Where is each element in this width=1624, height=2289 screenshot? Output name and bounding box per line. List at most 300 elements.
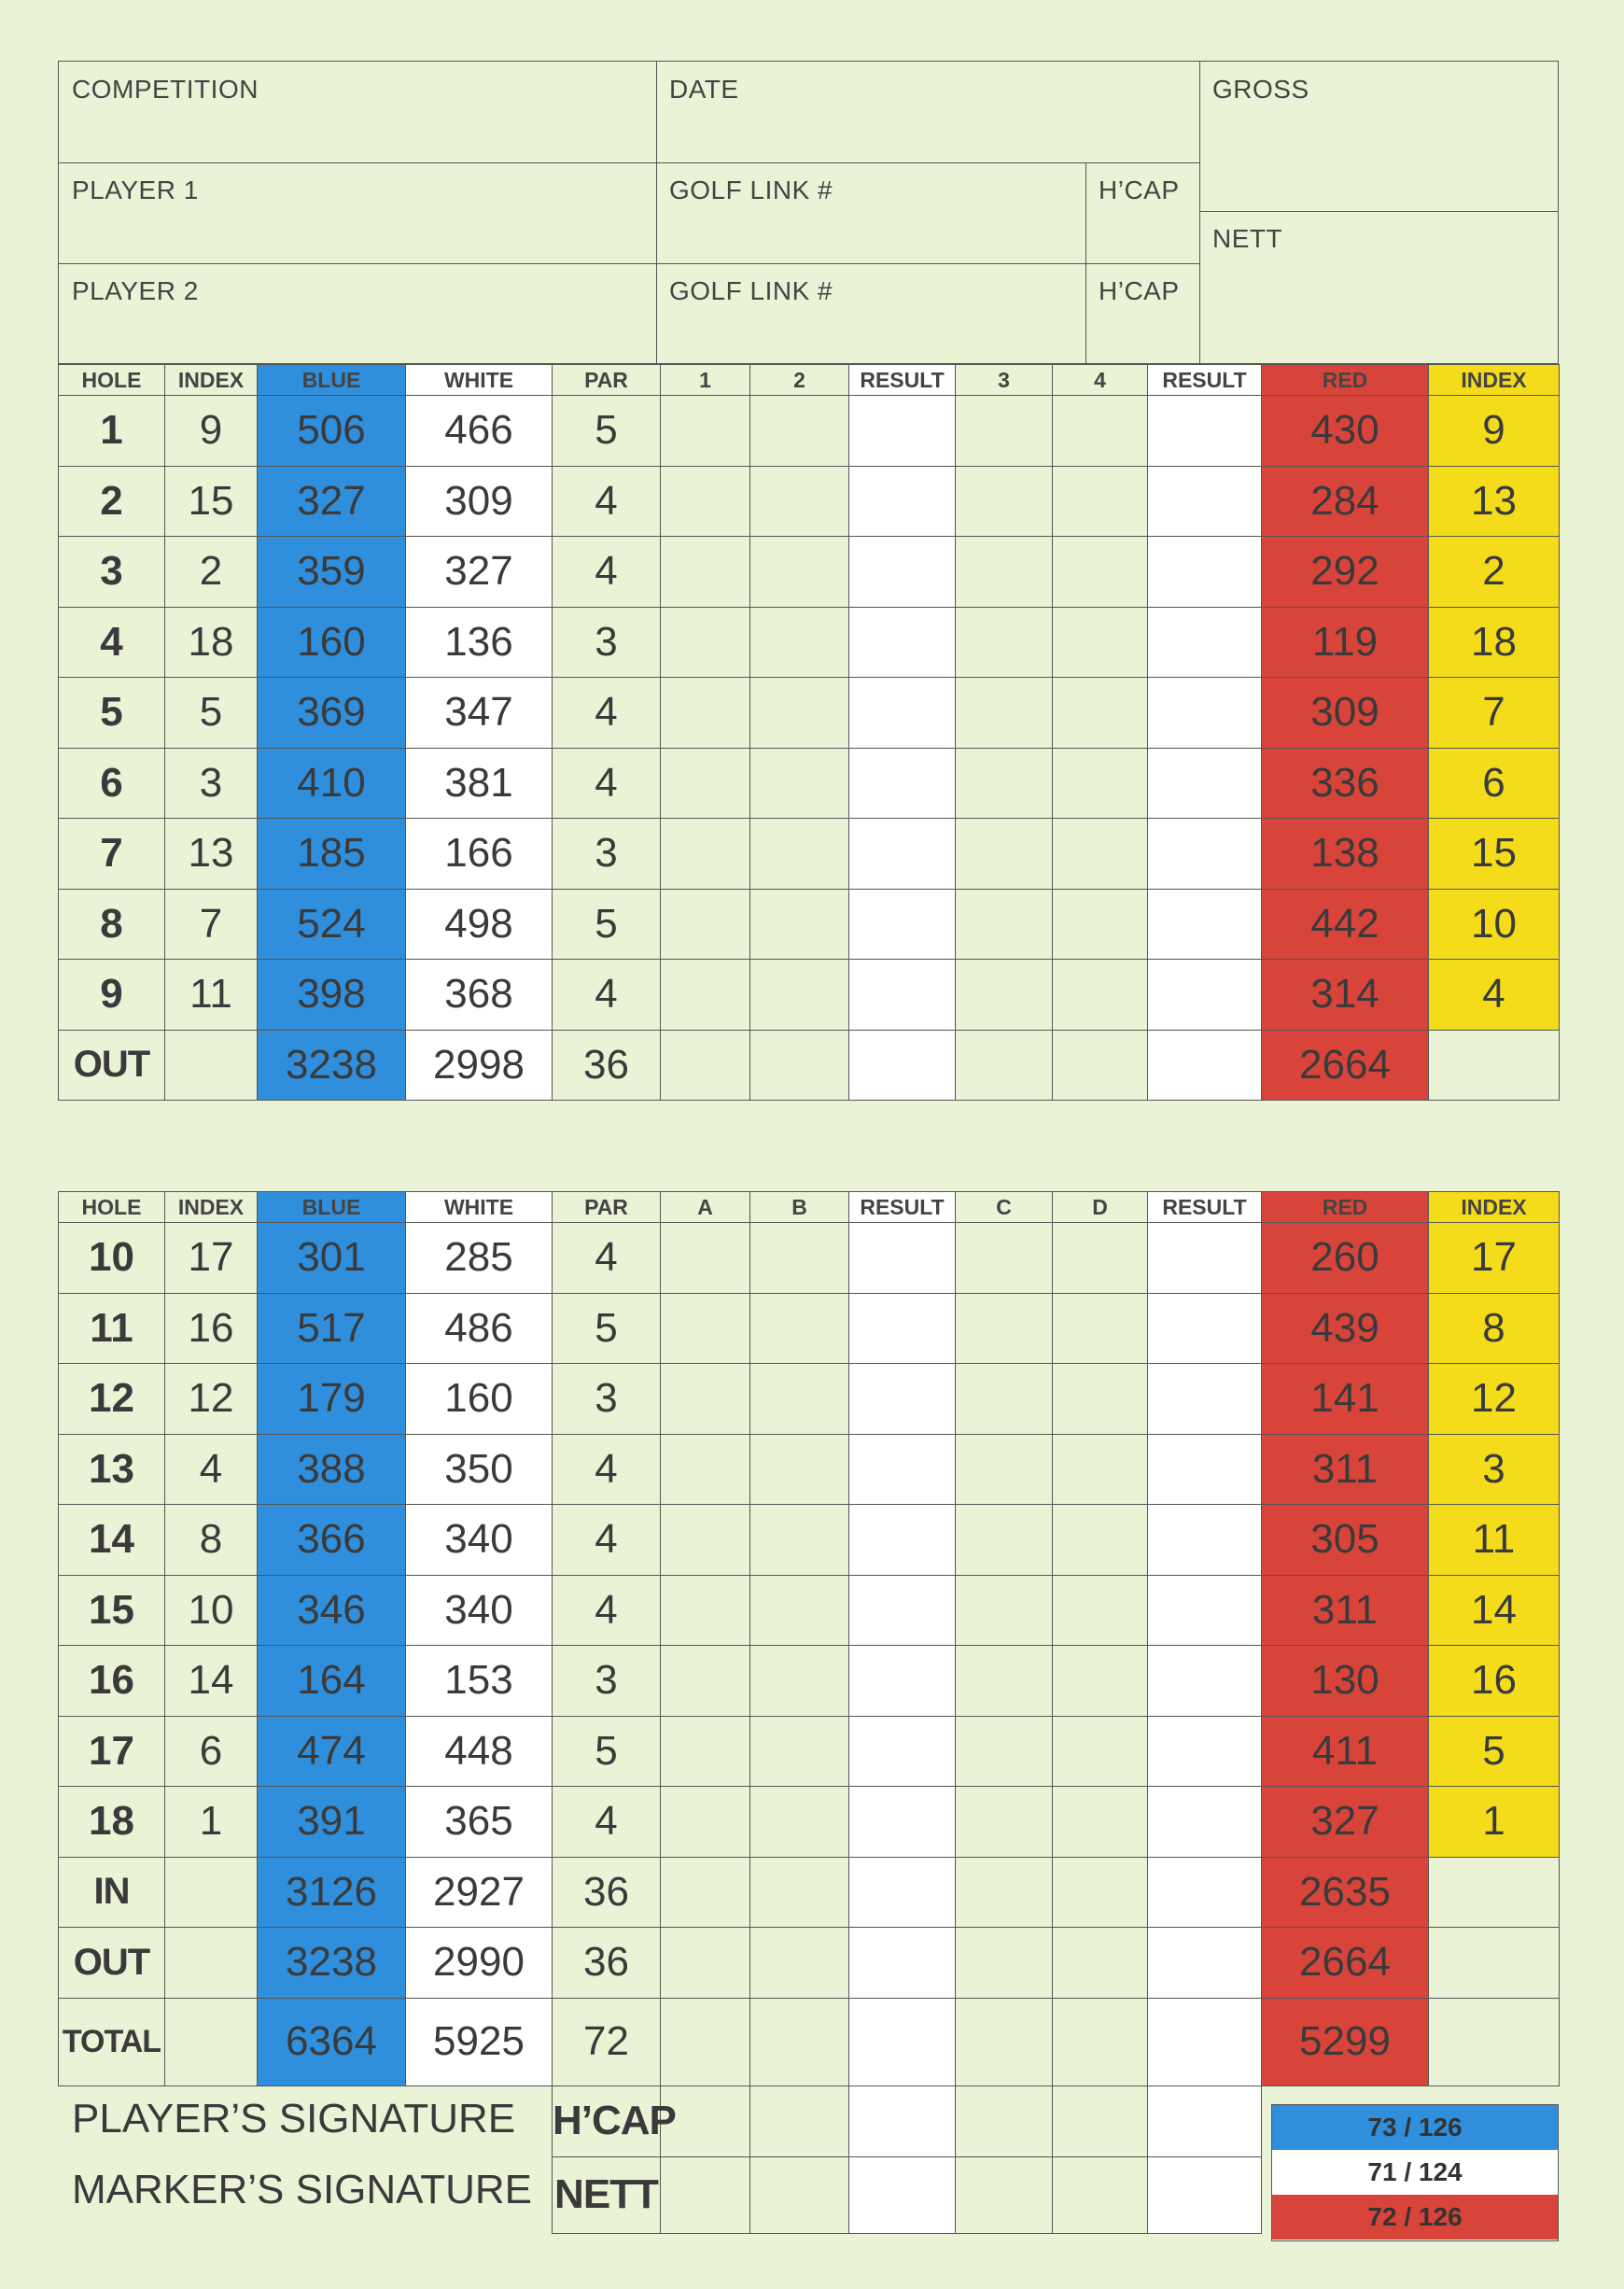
par-value: 4 [553,1505,661,1576]
player1-field[interactable] [59,162,656,263]
result-cell[interactable] [849,466,956,537]
result-cell[interactable] [849,537,956,608]
blue-tee-distance: 366 [258,1505,406,1576]
hole-number: 4 [59,607,165,678]
result-cell[interactable] [1148,2156,1262,2233]
result-cell[interactable] [849,1716,956,1787]
hcap-label: H’CAP [1099,176,1180,204]
result-cell[interactable] [849,748,956,819]
score-cell[interactable] [750,1575,849,1646]
score-cell[interactable] [956,1857,1053,1928]
score-cell[interactable] [750,1505,849,1576]
hole-row [59,1364,1560,1435]
player1-hcap-field[interactable] [1085,162,1199,263]
score-cell[interactable] [956,466,1053,537]
red-stroke-index: 15 [1429,819,1560,890]
score-cell[interactable] [1053,1434,1148,1505]
score-cell[interactable] [661,1575,750,1646]
result-cell[interactable] [1148,1928,1262,1999]
red-stroke-index: 12 [1429,1364,1560,1435]
stroke-index: 7 [165,889,258,960]
score-cell[interactable] [956,678,1053,749]
hole-number: 7 [59,819,165,890]
score-cell[interactable] [750,537,849,608]
col-header-hole: HOLE [59,365,165,396]
par-value: 3 [553,1646,661,1717]
score-cell[interactable] [661,396,750,467]
empty-cell [165,1998,258,2085]
score-cell[interactable] [956,396,1053,467]
result-cell[interactable] [1148,960,1262,1031]
result-cell[interactable] [1148,1223,1262,1294]
score-cell[interactable] [956,1434,1053,1505]
score-cell[interactable] [1053,1364,1148,1435]
score-cell[interactable] [1053,748,1148,819]
score-cell[interactable] [956,2085,1053,2156]
score-cell[interactable] [750,1030,849,1101]
white-total: 2927 [406,1857,553,1928]
hole-row [59,678,1560,749]
hole-row [59,1223,1560,1294]
red-tee-distance: 119 [1262,607,1429,678]
score-cell[interactable] [956,960,1053,1031]
score-cell[interactable] [661,1716,750,1787]
empty-cell [165,1030,258,1101]
white-tee-distance: 350 [406,1434,553,1505]
divider [656,62,657,365]
red-stroke-index: 13 [1429,466,1560,537]
score-cell[interactable] [661,1434,750,1505]
hole-number: 5 [59,678,165,749]
stroke-index: 17 [165,1223,258,1294]
white-tee-distance: 466 [406,396,553,467]
white-tee-distance: 285 [406,1223,553,1294]
player1-golf-link-field[interactable] [656,162,1085,263]
hole-row [59,1787,1560,1858]
par-value: 5 [553,889,661,960]
score-cell[interactable] [1053,1646,1148,1717]
blue-total: 3238 [258,1928,406,1999]
result-cell[interactable] [1148,1998,1262,2085]
score-cell[interactable] [661,1928,750,1999]
score-cell[interactable] [1053,607,1148,678]
score-cell[interactable] [750,607,849,678]
result-cell[interactable] [849,2085,956,2156]
score-cell[interactable] [956,1998,1053,2085]
score-cell[interactable] [661,748,750,819]
divider [1199,211,1558,212]
par-total: 36 [553,1857,661,1928]
score-cell[interactable] [956,537,1053,608]
score-cell[interactable] [1053,466,1148,537]
score-cell[interactable] [661,1998,750,2085]
result-cell[interactable] [849,1030,956,1101]
golf-link-label: GOLF LINK # [669,276,833,305]
result-cell[interactable] [849,1434,956,1505]
red-tee-distance: 411 [1262,1716,1429,1787]
player2-field[interactable] [59,263,656,365]
hole-number: 2 [59,466,165,537]
divider [1199,62,1200,365]
nett-field[interactable] [1199,211,1558,365]
white-total: 2990 [406,1928,553,1999]
score-cell[interactable] [661,819,750,890]
result-cell[interactable] [1148,1646,1262,1717]
score-cell[interactable] [1053,2156,1148,2233]
stroke-index: 11 [165,960,258,1031]
hole-row [59,748,1560,819]
result-cell[interactable] [1148,537,1262,608]
red-tee-distance: 130 [1262,1646,1429,1717]
score-cell[interactable] [956,1223,1053,1294]
par-value: 5 [553,1293,661,1364]
hole-number: 16 [59,1646,165,1717]
score-cell[interactable] [661,678,750,749]
par-value: 4 [553,1575,661,1646]
blue-tee-distance: 524 [258,889,406,960]
nett-label: NETT [1212,224,1283,253]
score-cell[interactable] [956,1716,1053,1787]
hole-number: 9 [59,960,165,1031]
score-cell[interactable] [661,1787,750,1858]
player2-label: PLAYER 2 [72,276,199,305]
result-cell[interactable] [1148,607,1262,678]
red-stroke-index: 18 [1429,607,1560,678]
score-cell[interactable] [956,819,1053,890]
par-value: 4 [553,678,661,749]
red-stroke-index: 3 [1429,1434,1560,1505]
col-header-score-4: 4 [1053,365,1148,396]
result-cell[interactable] [849,819,956,890]
score-cell[interactable] [661,1364,750,1435]
result-cell[interactable] [1148,1575,1262,1646]
blue-tee-distance: 506 [258,396,406,467]
blue-total: 3126 [258,1857,406,1928]
competition-field[interactable] [59,62,656,162]
blue-tee-distance: 359 [258,537,406,608]
col-header-score-c: C [956,1192,1053,1223]
blue-tee-distance: 474 [258,1716,406,1787]
result-cell[interactable] [849,1646,956,1717]
score-cell[interactable] [661,889,750,960]
red-tee-distance: 311 [1262,1575,1429,1646]
blue-tee-distance: 164 [258,1646,406,1717]
total-row [59,1857,1560,1928]
white-tee-distance: 498 [406,889,553,960]
score-cell[interactable] [661,1030,750,1101]
total-row [59,1998,1560,2085]
col-header-score-a: A [661,1192,750,1223]
score-cell[interactable] [1053,1030,1148,1101]
hole-number: 3 [59,537,165,608]
score-cell[interactable] [956,607,1053,678]
score-cell[interactable] [750,889,849,960]
par-value: 3 [553,607,661,678]
blue-tee-distance: 301 [258,1223,406,1294]
result-cell[interactable] [1148,1364,1262,1435]
score-cell[interactable] [956,889,1053,960]
col-header-blue: BLUE [258,1192,406,1223]
score-cell[interactable] [661,466,750,537]
score-cell[interactable] [750,1293,849,1364]
blue-total: 3238 [258,1030,406,1101]
stroke-index: 1 [165,1787,258,1858]
scorecard-header [58,61,1559,364]
red-stroke-index: 1 [1429,1787,1560,1858]
red-tee-distance: 260 [1262,1223,1429,1294]
result-cell[interactable] [1148,819,1262,890]
signature-field[interactable]: MARKER’S SIGNATURE [59,2156,553,2233]
score-cell[interactable] [1053,537,1148,608]
score-cell[interactable] [661,1293,750,1364]
result-cell[interactable] [849,960,956,1031]
hole-number: 12 [59,1364,165,1435]
col-header-red-index: INDEX [1429,1192,1560,1223]
result-cell[interactable] [1148,678,1262,749]
col-header-result: RESULT [1148,1192,1262,1223]
col-header-score-1: 1 [661,365,750,396]
result-cell[interactable] [849,1928,956,1999]
score-cell[interactable] [661,2156,750,2233]
score-cell[interactable] [661,1223,750,1294]
score-cell[interactable] [750,1787,849,1858]
empty-cell [1429,1998,1560,2085]
result-cell[interactable] [849,1857,956,1928]
score-cell[interactable] [1053,1293,1148,1364]
result-cell[interactable] [1148,748,1262,819]
stroke-index: 6 [165,1716,258,1787]
red-stroke-index: 8 [1429,1293,1560,1364]
red-stroke-index: 11 [1429,1505,1560,1576]
score-cell[interactable] [750,2085,849,2156]
hcap-nett-label: NETT [553,2156,661,2233]
result-cell[interactable] [1148,2085,1262,2156]
score-cell[interactable] [1053,960,1148,1031]
white-tee-distance: 486 [406,1293,553,1364]
red-stroke-index: 9 [1429,396,1560,467]
result-cell[interactable] [849,1787,956,1858]
score-cell[interactable] [750,1716,849,1787]
score-cell[interactable] [1053,396,1148,467]
result-cell[interactable] [849,396,956,467]
total-row [59,1928,1560,1999]
result-cell[interactable] [1148,1030,1262,1101]
score-cell[interactable] [750,960,849,1031]
result-cell[interactable] [1148,396,1262,467]
result-cell[interactable] [1148,889,1262,960]
score-cell[interactable] [750,1434,849,1505]
col-header-result: RESULT [1148,365,1262,396]
par-total: 72 [553,1998,661,2085]
hole-row [59,537,1560,608]
score-cell[interactable] [1053,1575,1148,1646]
score-cell[interactable] [750,748,849,819]
result-cell[interactable] [849,1998,956,2085]
col-header-result: RESULT [849,1192,956,1223]
hole-row [59,889,1560,960]
front-header-row [59,365,1560,396]
score-cell[interactable] [956,1505,1053,1576]
hcap-nett-label: H’CAP [553,2085,661,2156]
score-cell[interactable] [661,537,750,608]
total-label: OUT [59,1928,165,1999]
total-label: TOTAL [59,1998,165,2085]
red-tee-distance: 314 [1262,960,1429,1031]
score-cell[interactable] [661,960,750,1031]
stroke-index: 9 [165,396,258,467]
front-nine-table [58,364,1560,1101]
score-cell[interactable] [1053,2085,1148,2156]
white-tee-distance: 166 [406,819,553,890]
score-cell[interactable] [750,396,849,467]
white-tee-distance: 340 [406,1575,553,1646]
back-header-row [59,1192,1560,1223]
result-cell[interactable] [1148,1787,1262,1858]
red-tee-distance: 138 [1262,819,1429,890]
blue-tee-distance: 160 [258,607,406,678]
score-cell[interactable] [956,1364,1053,1435]
par-value: 4 [553,1787,661,1858]
result-cell[interactable] [1148,1857,1262,1928]
result-cell[interactable] [1148,1293,1262,1364]
stroke-index: 14 [165,1646,258,1717]
score-cell[interactable] [750,678,849,749]
score-cell[interactable] [956,748,1053,819]
result-cell[interactable] [849,1575,956,1646]
white-tee-distance: 340 [406,1505,553,1576]
red-stroke-index: 10 [1429,889,1560,960]
hole-row [59,1716,1560,1787]
score-cell[interactable] [750,819,849,890]
blue-tee-distance: 398 [258,960,406,1031]
score-cell[interactable] [661,607,750,678]
score-cell[interactable] [661,1646,750,1717]
hcap-label: H’CAP [1099,276,1180,305]
red-total: 2664 [1262,1030,1429,1101]
back-nine-table [58,1191,1560,2234]
col-header-score-b: B [750,1192,849,1223]
stroke-index: 13 [165,819,258,890]
red-tee-distance: 442 [1262,889,1429,960]
par-total: 36 [553,1928,661,1999]
signature-field[interactable]: PLAYER’S SIGNATURE [59,2085,553,2156]
score-cell[interactable] [1053,1998,1148,2085]
score-cell[interactable] [1053,819,1148,890]
par-value: 3 [553,819,661,890]
result-cell[interactable] [1148,1505,1262,1576]
score-cell[interactable] [750,1364,849,1435]
total-label: OUT [59,1030,165,1101]
col-header-white: WHITE [406,365,553,396]
blue-tee-distance: 179 [258,1364,406,1435]
red-stroke-index: 14 [1429,1575,1560,1646]
red-tee-distance: 327 [1262,1787,1429,1858]
hole-number: 17 [59,1716,165,1787]
score-cell[interactable] [956,1646,1053,1717]
hole-number: 11 [59,1293,165,1364]
blue-total: 6364 [258,1998,406,2085]
result-cell[interactable] [1148,1716,1262,1787]
player2-hcap-field[interactable] [1085,263,1199,365]
score-cell[interactable] [956,1293,1053,1364]
score-cell[interactable] [956,1787,1053,1858]
score-cell[interactable] [1053,889,1148,960]
red-tee-distance: 311 [1262,1434,1429,1505]
red-total: 2664 [1262,1928,1429,1999]
score-cell[interactable] [750,2156,849,2233]
divider [59,162,1199,163]
score-cell[interactable] [750,1857,849,1928]
score-cell[interactable] [1053,678,1148,749]
par-value: 4 [553,1223,661,1294]
result-cell[interactable] [849,607,956,678]
date-field[interactable] [656,62,1199,162]
red-tee-distance: 430 [1262,396,1429,467]
score-cell[interactable] [1053,1857,1148,1928]
col-header-par: PAR [553,1192,661,1223]
score-cell[interactable] [1053,1716,1148,1787]
result-cell[interactable] [849,1364,956,1435]
hole-row [59,607,1560,678]
result-cell[interactable] [1148,466,1262,537]
hole-number: 10 [59,1223,165,1294]
col-header-par: PAR [553,365,661,396]
gross-field[interactable] [1199,62,1558,211]
score-cell[interactable] [956,1928,1053,1999]
player2-golf-link-field[interactable] [656,263,1085,365]
rating-red: 72 / 126 [1272,2195,1558,2240]
score-cell[interactable] [750,1646,849,1717]
blue-tee-distance: 346 [258,1575,406,1646]
result-cell[interactable] [1148,1434,1262,1505]
hole-row [59,960,1560,1031]
red-stroke-index: 5 [1429,1716,1560,1787]
empty-cell [1429,1857,1560,1928]
result-cell[interactable] [849,2156,956,2233]
score-cell[interactable] [661,1857,750,1928]
date-label: DATE [669,75,739,104]
score-cell[interactable] [750,1223,849,1294]
red-tee-distance: 309 [1262,678,1429,749]
red-tee-distance: 284 [1262,466,1429,537]
score-cell[interactable] [956,1575,1053,1646]
par-value: 4 [553,537,661,608]
score-cell[interactable] [750,466,849,537]
score-cell[interactable] [750,1998,849,2085]
result-cell[interactable] [849,1293,956,1364]
score-cell[interactable] [1053,1223,1148,1294]
score-cell[interactable] [1053,1787,1148,1858]
result-cell[interactable] [849,1505,956,1576]
stroke-index: 5 [165,678,258,749]
hole-number: 15 [59,1575,165,1646]
score-cell[interactable] [1053,1505,1148,1576]
result-cell[interactable] [849,1223,956,1294]
empty-cell [1429,1928,1560,1999]
score-cell[interactable] [750,1928,849,1999]
hole-row [59,466,1560,537]
score-cell[interactable] [956,2156,1053,2233]
score-cell[interactable] [661,1505,750,1576]
score-cell[interactable] [956,1030,1053,1101]
score-cell[interactable] [1053,1928,1148,1999]
blue-tee-distance: 517 [258,1293,406,1364]
golf-link-label: GOLF LINK # [669,176,833,204]
result-cell[interactable] [849,678,956,749]
col-header-score-d: D [1053,1192,1148,1223]
hole-row [59,396,1560,467]
result-cell[interactable] [849,889,956,960]
